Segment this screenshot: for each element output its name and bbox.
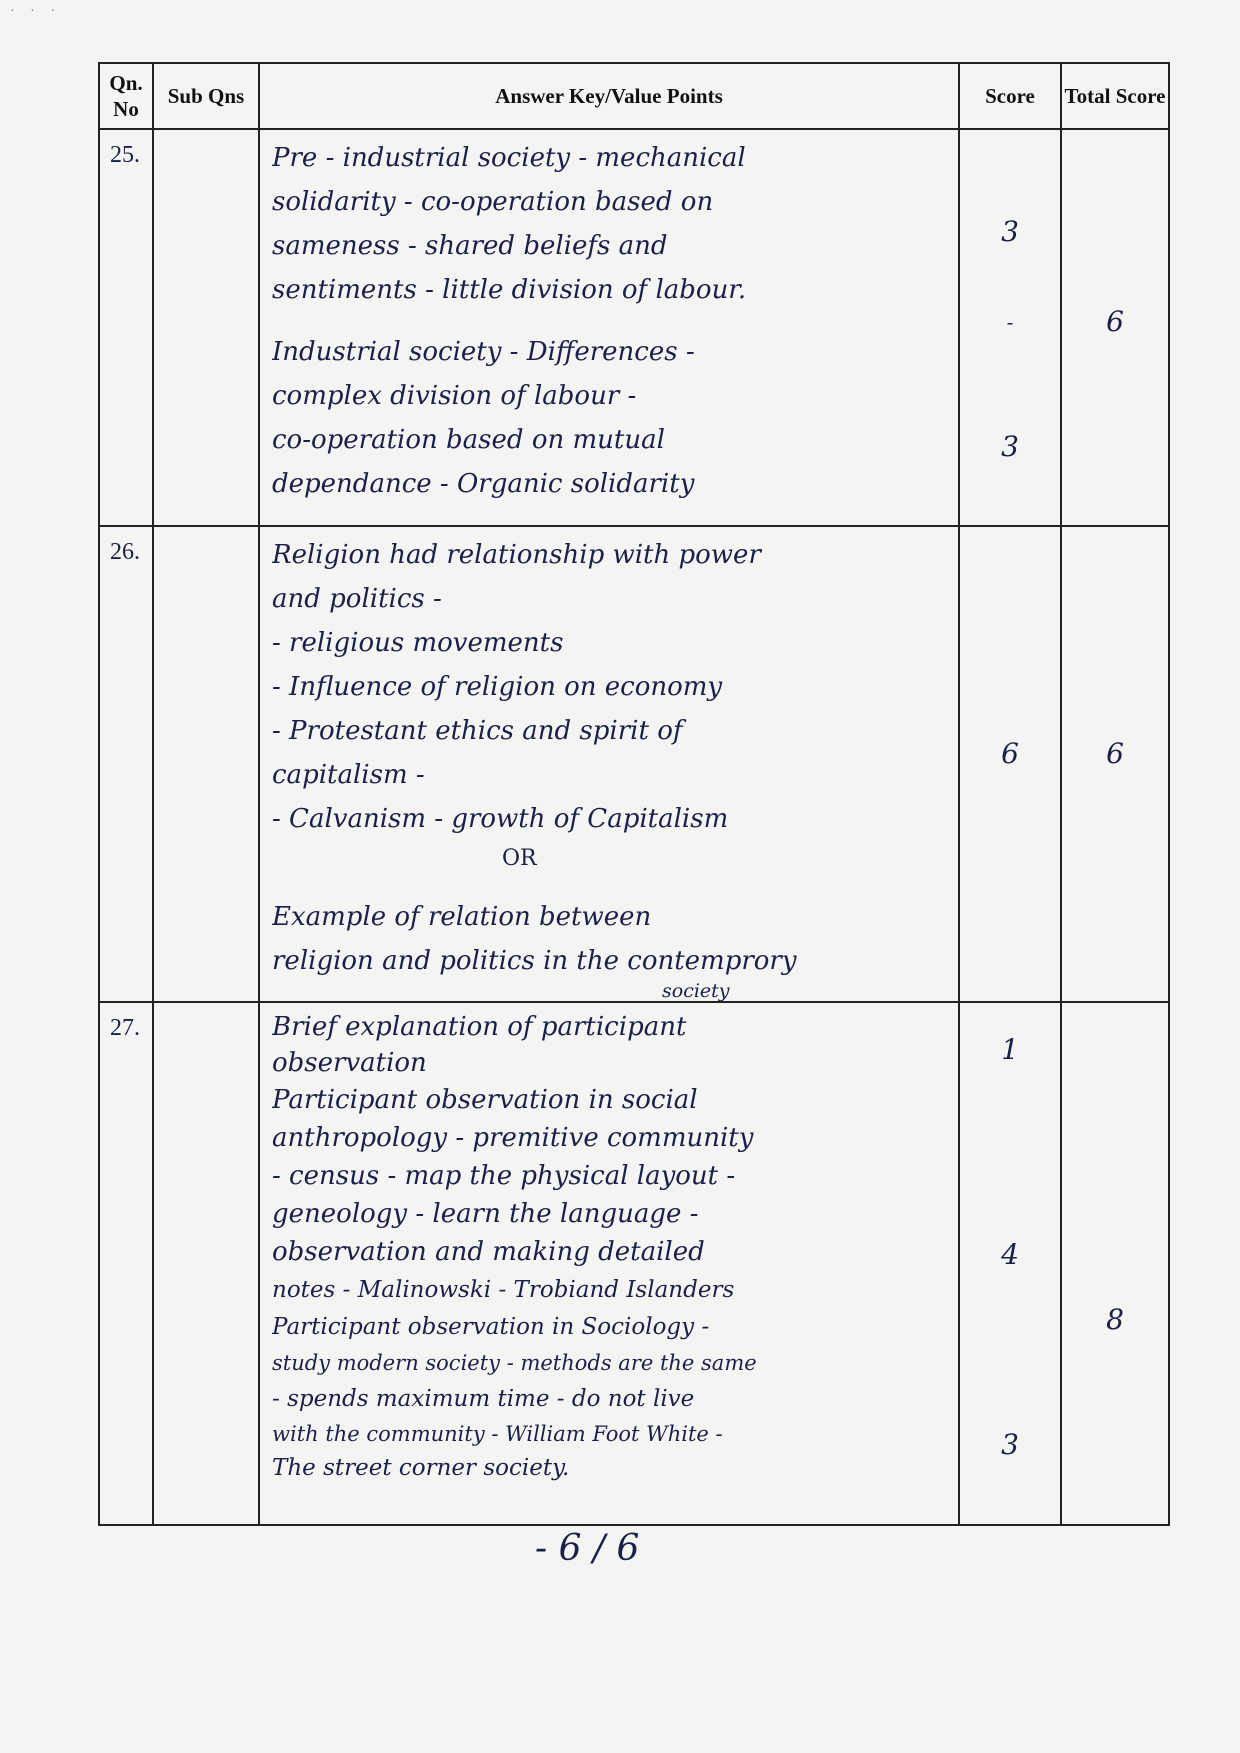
answer-line: geneology - learn the language - bbox=[272, 1199, 699, 1229]
answer-line: - spends maximum time - do not live bbox=[272, 1386, 695, 1412]
score-value: 4 bbox=[1001, 1238, 1019, 1271]
answer-subscript: society bbox=[662, 980, 730, 1002]
score-value: 3 bbox=[1001, 430, 1019, 463]
answer-line: Religion had relationship with power bbox=[272, 540, 761, 570]
total-score-cell bbox=[1061, 1002, 1169, 1525]
header-sub-qns: Sub Qns bbox=[153, 63, 259, 129]
score-value: 6 bbox=[1001, 737, 1019, 770]
answer-line: with the community - William Foot White - bbox=[272, 1422, 723, 1446]
answer-line: - Calvanism - growth of Capitalism bbox=[272, 804, 729, 834]
header-answer-key: Answer Key/Value Points bbox=[259, 63, 959, 129]
answer-cell bbox=[259, 1002, 959, 1525]
sub-qns-cell bbox=[153, 129, 259, 526]
answer-line: sameness - shared beliefs and bbox=[272, 231, 668, 261]
sub-qns-cell bbox=[153, 1002, 259, 1525]
answer-line: Participant observation in social bbox=[272, 1085, 698, 1115]
answer-line: - Protestant ethics and spirit of bbox=[272, 716, 683, 746]
answer-line: - religious movements bbox=[272, 628, 564, 658]
table-row bbox=[99, 1002, 1169, 1525]
answer-cell bbox=[259, 526, 959, 1002]
total-score-value: 6 bbox=[1106, 737, 1124, 770]
answer-line: religion and politics in the contemprory bbox=[272, 946, 797, 976]
answer-line: complex division of labour - bbox=[272, 381, 637, 411]
qn-number: 25. bbox=[110, 142, 140, 168]
answer-line: Participant observation in Sociology - bbox=[272, 1314, 710, 1340]
table-row bbox=[99, 526, 1169, 1002]
answer-line: solidarity - co-operation based on bbox=[272, 187, 714, 217]
answer-key-table bbox=[98, 62, 1170, 1526]
answer-line: Industrial society - Differences - bbox=[272, 337, 695, 367]
answer-line: observation and making detailed bbox=[272, 1237, 705, 1267]
scan-specks: · · · bbox=[10, 4, 61, 19]
answer-line: notes - Malinowski - Trobiand Islanders bbox=[272, 1277, 735, 1303]
table-row bbox=[99, 129, 1169, 526]
score-cell bbox=[959, 1002, 1061, 1525]
score-cell bbox=[959, 526, 1061, 1002]
answer-line: and politics - bbox=[272, 584, 442, 614]
total-score-value: 6 bbox=[1106, 305, 1124, 338]
score-value: - bbox=[1006, 310, 1014, 334]
answer-line: sentiments - little division of labour. bbox=[272, 275, 747, 305]
qn-number: 26. bbox=[110, 539, 140, 565]
answer-line: dependance - Organic solidarity bbox=[272, 469, 695, 499]
or-separator: OR bbox=[502, 846, 537, 871]
total-score-cell bbox=[1061, 526, 1169, 1002]
header-qn-no: Qn. No bbox=[99, 63, 153, 129]
qn-cell bbox=[99, 526, 153, 1002]
answer-line: observation bbox=[272, 1048, 427, 1078]
answer-line: anthropology - premitive community bbox=[272, 1123, 754, 1153]
answer-line: capitalism - bbox=[272, 760, 425, 790]
answer-line: Pre - industrial society - mechanical bbox=[272, 143, 746, 173]
header-total-score: Total Score bbox=[1061, 63, 1169, 129]
header-score: Score bbox=[959, 63, 1061, 129]
answer-line: co-operation based on mutual bbox=[272, 425, 665, 455]
answer-line: The street corner society. bbox=[272, 1455, 570, 1481]
score-value: 3 bbox=[1001, 215, 1019, 248]
total-score-cell bbox=[1061, 129, 1169, 526]
answer-line: Brief explanation of participant bbox=[272, 1012, 687, 1042]
page-number: - 6 / 6 bbox=[535, 1528, 640, 1569]
qn-cell bbox=[99, 129, 153, 526]
score-value: 3 bbox=[1001, 1428, 1019, 1461]
answer-line: Example of relation between bbox=[272, 902, 652, 932]
score-value: 1 bbox=[1001, 1033, 1019, 1066]
score-cell bbox=[959, 129, 1061, 526]
sub-qns-cell bbox=[153, 526, 259, 1002]
qn-cell bbox=[99, 1002, 153, 1525]
table-header-row bbox=[99, 63, 1169, 129]
answer-line: study modern society - methods are the same bbox=[272, 1351, 757, 1375]
answer-line: - census - map the physical layout - bbox=[272, 1161, 736, 1191]
qn-number: 27. bbox=[110, 1015, 140, 1041]
total-score-value: 8 bbox=[1106, 1303, 1124, 1336]
answer-line: - Influence of religion on economy bbox=[272, 672, 723, 702]
answer-cell bbox=[259, 129, 959, 526]
